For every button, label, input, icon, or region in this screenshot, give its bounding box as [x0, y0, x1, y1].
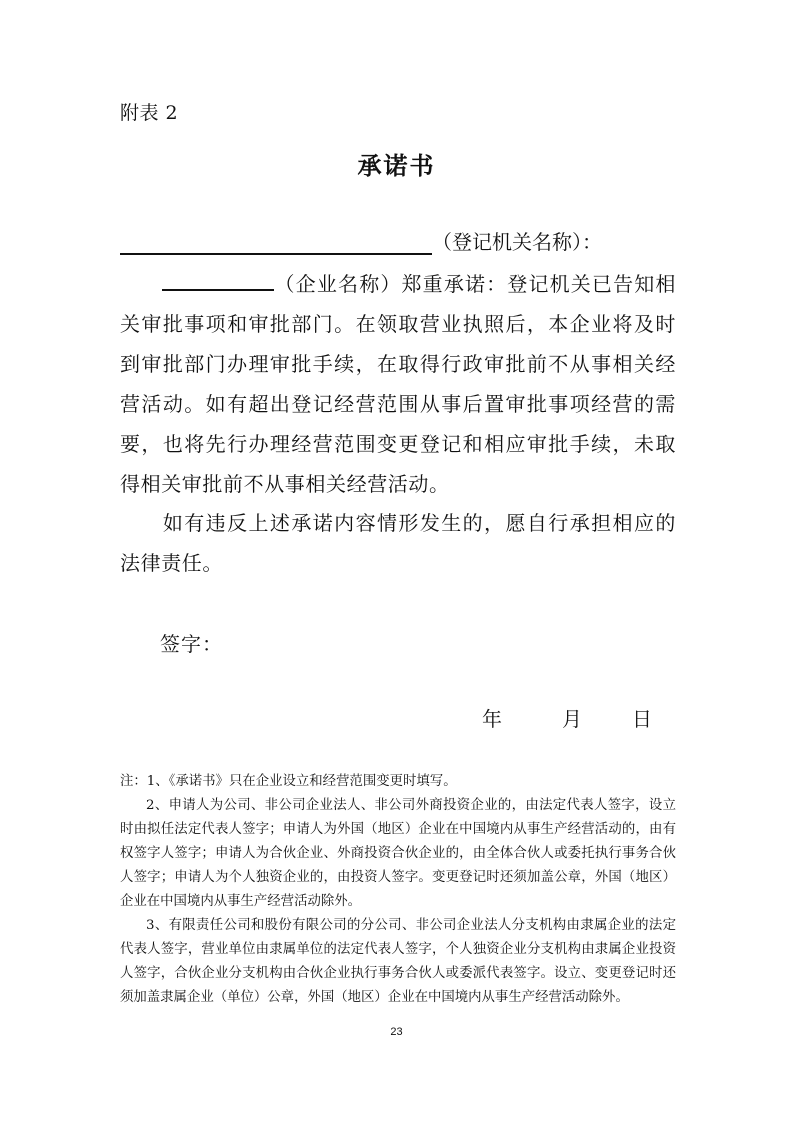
- note-item-3: 3、有限责任公司和股份有限公司的分公司、非公司企业法人分支机构由隶属企业的法定代表人签字，营业单位由隶属单位的法定代表人签字，个人独资企业分支机构由隶属企业投资人签字，合伙企业分支机构由合伙企业执行事务合伙人或委派代表签字。设立、变更登记时还须加盖隶属企业（单位）公章，外国（地区）企业在中国境内从事生产经营活动除外。: [120, 918, 676, 1005]
- addressee-suffix: （登记机关名称）：: [432, 230, 602, 254]
- note-item-1: 注：1、《承诺书》只在企业设立和经营范围变更时填写。: [120, 774, 457, 789]
- date-day-label: 日: [632, 707, 652, 731]
- commitment-text: （企业名称）郑重承诺：登记机关已告知相关审批事项和审批部门。在领取营业执照后，本企业将及时到审批部门办理审批手续，在取得行政审批前不从事相关经营活动。如有超出登记经营范围从事后置审批事项经营的需要，也将先行办理经营范围变更登记和相应审批手续，未取得相关审批前不从事相关经营活动。: [120, 272, 676, 496]
- company-name-blank[interactable]: [162, 265, 274, 291]
- date-month-label: 月: [562, 707, 582, 731]
- addressee-line: [120, 226, 602, 255]
- liability-paragraph: [120, 503, 676, 583]
- registration-authority-blank[interactable]: [120, 229, 432, 255]
- liability-text: 如有违反上述承诺内容情形发生的，愿自行承担相应的法律责任。: [120, 511, 676, 575]
- page-number: 23: [390, 1026, 403, 1038]
- notes-section: [120, 770, 676, 1010]
- appendix-label: 附表 2: [120, 102, 179, 124]
- signature-label: 签字：: [160, 632, 223, 656]
- date-year-label: 年: [482, 707, 502, 731]
- document-title: 承诺书: [357, 152, 436, 180]
- commitment-paragraph: [120, 264, 676, 504]
- note-item-2: 2、申请人为公司、非公司企业法人、非公司外商投资企业的，由法定代表人签字，设立时由拟任法定代表人签字；申请人为外国（地区）企业在中国境内从事生产经营活动的，由有权签字人签字；申请人为合伙企业、外商投资合伙企业的，由全体合伙人或委托执行事务合伙人签字；申请人为个人独资企业的，由投资人签字。变更登记时还须加盖公章，外国（地区）企业在中国境内从事生产经营活动除外。: [120, 798, 676, 909]
